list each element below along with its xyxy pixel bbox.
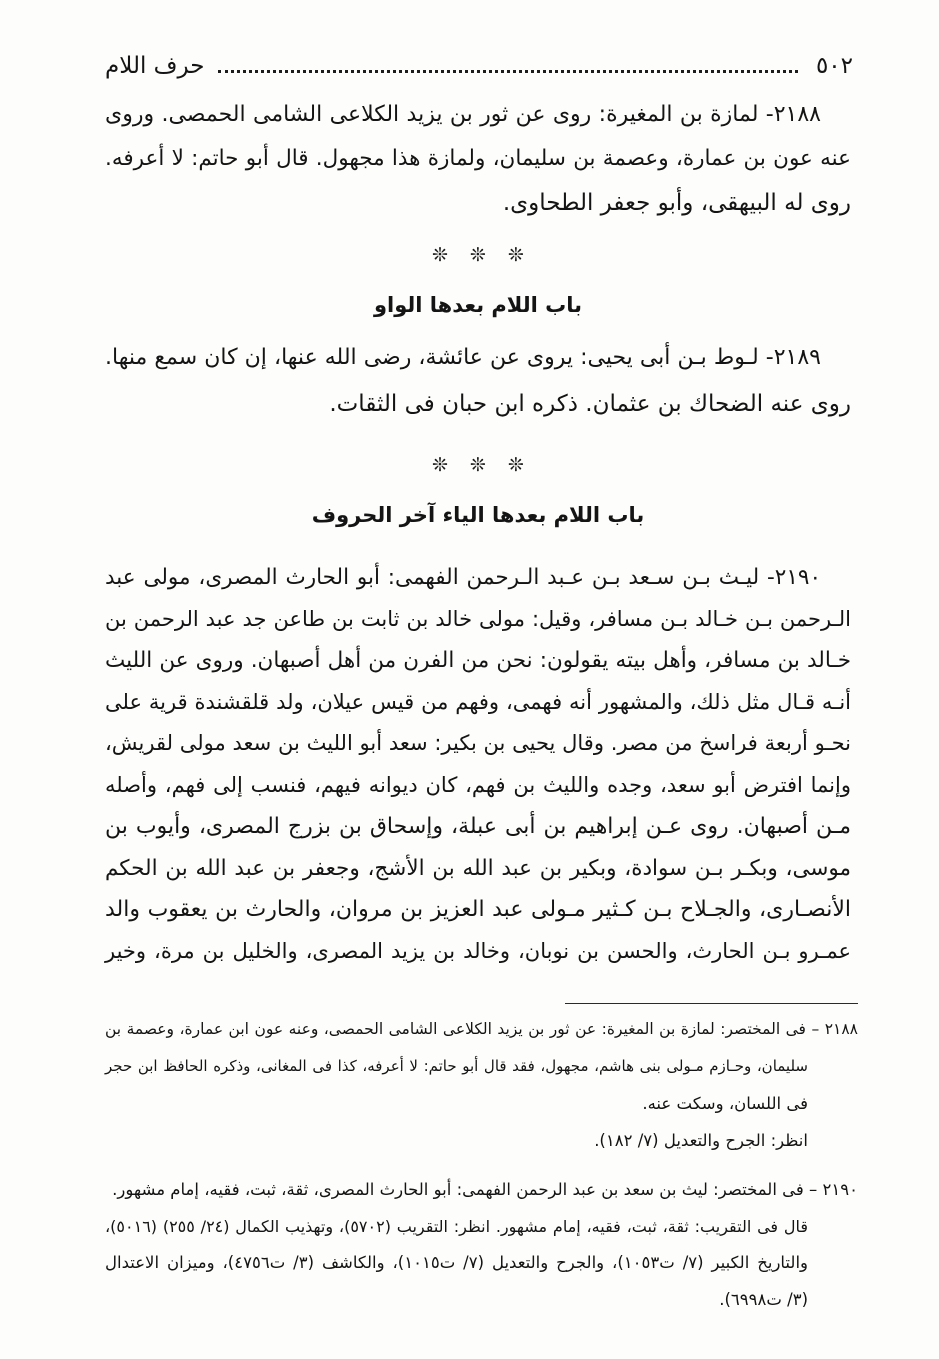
footnote-line: سليمان، وحـازم مـولى بنى هاشم، مجهول، فقد قال أبو حاتم: لا أعرفه، كذا فى المغانى، وذكره الحافظ ابن حجر — [105, 1057, 808, 1075]
footnote-2190 — [105, 1172, 858, 1318]
footnote-line: انظر: الجرح والتعديل (٧/ ١٨٢). — [594, 1131, 808, 1150]
running-title: حرف اللام — [105, 53, 205, 79]
section-ornament: ❊ ❊ ❊ — [432, 454, 524, 476]
footnote-line: والتاريخ الكبير (٧/ ت١٠٥٣)، والجرح والتعديل (٧/ ت١٠١٥)، والكاشف (٣/ ت٤٧٥٦)، وميزان الاعتدال — [105, 1253, 808, 1272]
text-line: ٢١٩٠- ليـث بـن سـعد بـن عـبد الـرحمن الفهمى: أبو الحارث المصرى، مولى عبد — [105, 565, 821, 590]
text-line: الـرحمن بـن خـالد بـن مسافر، وقيل: مولى خالد بن ثابت بن طاعن جد عبد الرحمن بن — [105, 606, 851, 631]
footnote-2188 — [105, 1011, 858, 1159]
text-line: مـن أصبهان. روى عـن إبراهيم بن أبى عبلة، وإسحاق بن بزرج المصرى، وأيوب بن — [105, 814, 851, 839]
entry-2190 — [105, 557, 851, 972]
footnote-line: ٢١٨٨ – فى المختصر: لمازة بن المغيرة: عن ثور بن يزيد الكلاعى الشامى الحمصى، وعنه عون ابن عمارة، وعصمة بن — [105, 1020, 858, 1038]
text-line: ٢١٨٩- لـوط بـن أبى يحيى: يروى عن عائشة، رضى الله عنها، إن كان سمع منها. — [105, 345, 821, 370]
entry-2189 — [105, 334, 851, 428]
running-header — [105, 42, 853, 82]
text-line: الأنصـارى، والجـلاح بـن كـثير مـولى عبد العزيز بن مروان، والحارث بن يعقوب والد — [105, 897, 851, 922]
footnote-line: قال فى التقريب: ثقة، ثبت، فقيه، إمام مشهور. انظر: التقريب (٥٧٠٢)، وتهذيب الكمال (٢٤/ ٢٥٥) (٥٠١٦)، — [105, 1216, 809, 1236]
dotted-leader — [218, 69, 798, 73]
page-number: ٥٠٢ — [815, 53, 853, 79]
text-line: وإنما افترض أبو سعد، وجده والليث بن فهم، كان ديوانه فيهم، فنسب إلى فهم، وأصله — [105, 772, 851, 797]
text-line: عنه عون بن عمارة، وعصمة بن سليمان، ولمازة هذا مجهول. قال أبو حاتم: لا أعرفه. — [105, 146, 851, 171]
footnote-separator — [565, 1003, 858, 1004]
footnote-line: فى اللسان، وسكت عنه. — [642, 1094, 808, 1113]
footnote-line: ٢١٩٠ – فى المختصر: ليث بن سعد بن عبد الرحمن الفهمى: أبو الحارث المصرى، ثقة، ثبت، فقيه، إمام مشهور. — [112, 1180, 858, 1199]
text-line: روى عنه الضحاك بن عثمان. ذكره ابن حبان فى الثقات. — [329, 391, 851, 417]
text-line: نحـو أربعة فراسخ من مصر. وقال يحيى بن بكير: سعد أبو الليث بن سعد مولى لقريش، — [105, 731, 851, 755]
text-line: ٢١٨٨- لمازة بن المغيرة: روى عن ثور بن يزيد الكلاعى الشامى الحمصى. وروى — [105, 102, 821, 127]
text-line: خـالد بن مسافر، وأهل بيته يقولون: نحن من الفرن من أهل أصبهان. وروى عن الليث — [105, 648, 851, 673]
section-ornament: ❊ ❊ ❊ — [432, 244, 524, 266]
text-line: أنـه قـال مثل ذلك، والمشهور أنه فهمى، وفهم من قيس عيلان، ولد قلقشندة قرية على — [105, 689, 851, 714]
footnote-line: (٣/ ت٦٩٩٨). — [719, 1289, 808, 1309]
section-heading: باب اللام بعدها الياء آخر الحروف — [311, 503, 645, 527]
text-line: موسى، وبكـر بـن سوادة، وبكير بن عبد الله بن الأشج، وجعفر بن عبد الله بن الحكم — [105, 855, 851, 881]
text-line: روى له البيهقى، وأبو جعفر الطحاوى. — [502, 190, 851, 216]
text-line: عمـرو بـن الحارث، والحسن بن نوبان، وخالد بن يزيد المصرى، والخليل بن مرة، وخير — [105, 938, 851, 963]
entry-2188 — [105, 93, 851, 225]
section-heading: باب اللام بعدها الواو — [373, 293, 583, 317]
